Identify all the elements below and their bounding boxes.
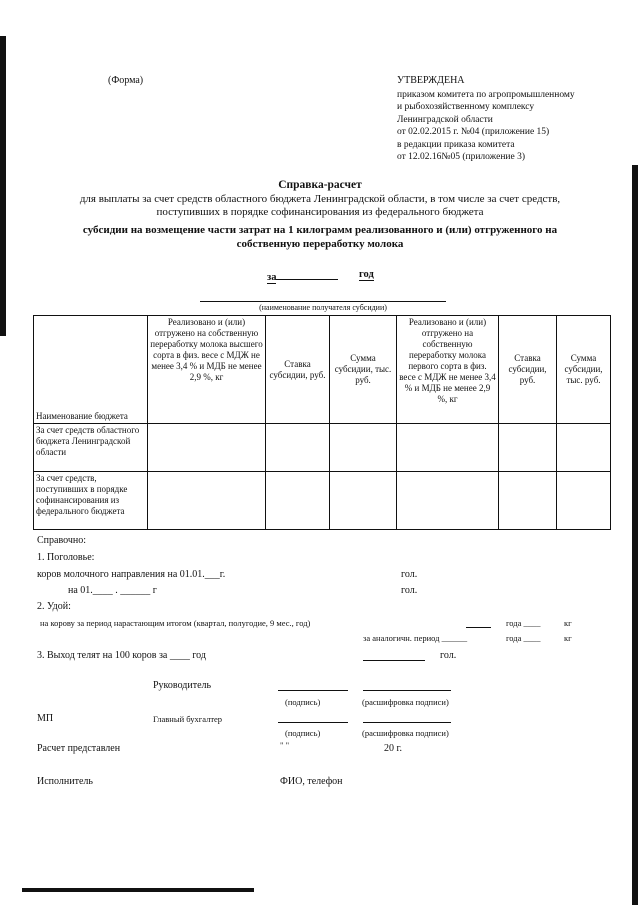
- cows-line: коров молочного направления на 01.01.___г.: [37, 569, 226, 580]
- chief-accountant-label: Главный бухгалтер: [153, 714, 223, 724]
- recipient-caption: (наименование получателя субсидии): [259, 303, 387, 312]
- row-label-federal: За счет средств, поступивших в порядке софинансирования из федерального бюджета: [34, 472, 148, 530]
- approval-line: приказом комитета по агропромышленному: [397, 89, 575, 100]
- table-cell: [148, 424, 266, 472]
- date-year: 20 г.: [384, 743, 402, 754]
- header-rate-2: Ставка субсидии, руб.: [499, 316, 557, 424]
- approval-title: УТВЕРЖДЕНА: [397, 75, 465, 86]
- document-subtitle: [0, 193, 640, 219]
- approval-line: в редакции приказа комитета: [397, 139, 515, 150]
- on-date-unit: гол.: [401, 585, 418, 596]
- milk-yield-label: 2. Удой:: [37, 601, 71, 612]
- table-cell: [557, 424, 611, 472]
- approval-line: Ленинградской области: [397, 114, 493, 125]
- accountant-signature-caption: (подпись): [285, 728, 321, 738]
- head-decode-line: [363, 690, 451, 691]
- table-row: [34, 472, 611, 530]
- header-rate: Ставка субсидии, руб.: [266, 316, 330, 424]
- table-header-row: [34, 316, 611, 424]
- yield-year: года ____: [506, 618, 541, 628]
- document-title: Справка-расчет: [278, 179, 362, 191]
- approval-line: и рыбохозяйственному комплексу: [397, 102, 535, 112]
- period-year-word: год: [359, 269, 374, 280]
- reference-heading: Справочно:: [37, 535, 87, 546]
- same-period-year: года ____: [506, 633, 541, 643]
- header-sum: Сумма субсидии, тыс. руб.: [330, 316, 397, 424]
- table-cell: [499, 424, 557, 472]
- header-premium-volume: Реализовано и (или) отгружено на собственную переработку молока высшего сорта в физ. весе с МДЖ не менее 3,4 % и МДБ не менее 2,9 %, кг: [148, 316, 266, 424]
- cows-unit: гол.: [401, 569, 418, 580]
- table-row: [34, 424, 611, 472]
- executor-contact: ФИО, телефон: [280, 776, 343, 787]
- subtitle-line: для выплаты за счет средств областного бюджета Ленинградской области, в том числе за счет средств,: [79, 193, 561, 205]
- period-label: [267, 269, 338, 283]
- period-year-blank: [276, 269, 338, 280]
- table-cell: [266, 472, 330, 530]
- same-period-unit: кг: [564, 633, 572, 643]
- header-first-grade-volume: Реализовано и (или) отгружено на собственную переработку молока первого сорта в физ. весе с МДЖ не менее 3,4 % и МДБ не менее 2,9 %, кг: [397, 316, 499, 424]
- scan-edge-bottom: [22, 888, 254, 892]
- calves-unit: гол.: [440, 650, 457, 661]
- calves-line: 3. Выход телят на 100 коров за ____ год: [37, 650, 206, 661]
- table-cell: [330, 424, 397, 472]
- yield-blank: [466, 627, 491, 628]
- row-label-regional: За счет средств областного бюджета Ленинградской области: [34, 424, 148, 472]
- table-cell: [557, 472, 611, 530]
- head-decode-caption: (расшифровка подписи): [362, 697, 449, 707]
- recipient-line: [200, 301, 446, 302]
- subsidy-title-line: субсидии на возмещение части затрат на 1 килограмм реализованного и (или) отгруженного на: [82, 224, 558, 236]
- approval-line: от 02.02.2015 г. №04 (приложение 15): [397, 127, 550, 137]
- approval-line: от 12.02.16№05 (приложение 3): [397, 152, 526, 162]
- period-za: за: [267, 272, 277, 283]
- header-sum-2: Сумма субсидии, тыс. руб.: [557, 316, 611, 424]
- head-signature-caption: (подпись): [285, 697, 321, 707]
- table-cell: [397, 424, 499, 472]
- table-cell: [148, 472, 266, 530]
- approval-block: [397, 75, 575, 164]
- submitted-label: Расчет представлен: [37, 743, 121, 754]
- date-quotes: " ": [280, 740, 290, 750]
- table-cell: [266, 424, 330, 472]
- livestock-label: 1. Поголовье:: [37, 552, 95, 563]
- table-cell: [499, 472, 557, 530]
- subsidy-title: [0, 223, 640, 251]
- accountant-decode-caption: (расшифровка подписи): [362, 728, 449, 738]
- table-cell: [330, 472, 397, 530]
- on-date-line: на 01.____ . ______ г: [68, 585, 157, 596]
- yield-line: на корову за период нарастающим итогом (квартал, полугодие, 9 мес., год): [40, 618, 311, 628]
- scan-edge-right: [632, 165, 638, 905]
- stamp-place: МП: [37, 713, 54, 724]
- accountant-decode-line: [363, 722, 451, 723]
- subsidy-table: [33, 315, 611, 530]
- accountant-signature-line: [278, 722, 348, 723]
- calves-blank: [363, 660, 425, 661]
- subsidy-title-line: собственную переработку молока: [236, 238, 404, 250]
- subtitle-line: поступивших в порядке софинансирования из федерального бюджета: [156, 206, 484, 218]
- executor-label: Исполнитель: [37, 776, 93, 787]
- head-signature-line: [278, 690, 348, 691]
- head-label: Руководитель: [153, 680, 212, 691]
- yield-unit: кг: [564, 618, 572, 628]
- header-budget: Наименование бюджета: [34, 316, 148, 424]
- same-period-line: за аналогичн. период ______: [363, 633, 468, 643]
- form-label: (Форма): [108, 75, 144, 86]
- table-cell: [397, 472, 499, 530]
